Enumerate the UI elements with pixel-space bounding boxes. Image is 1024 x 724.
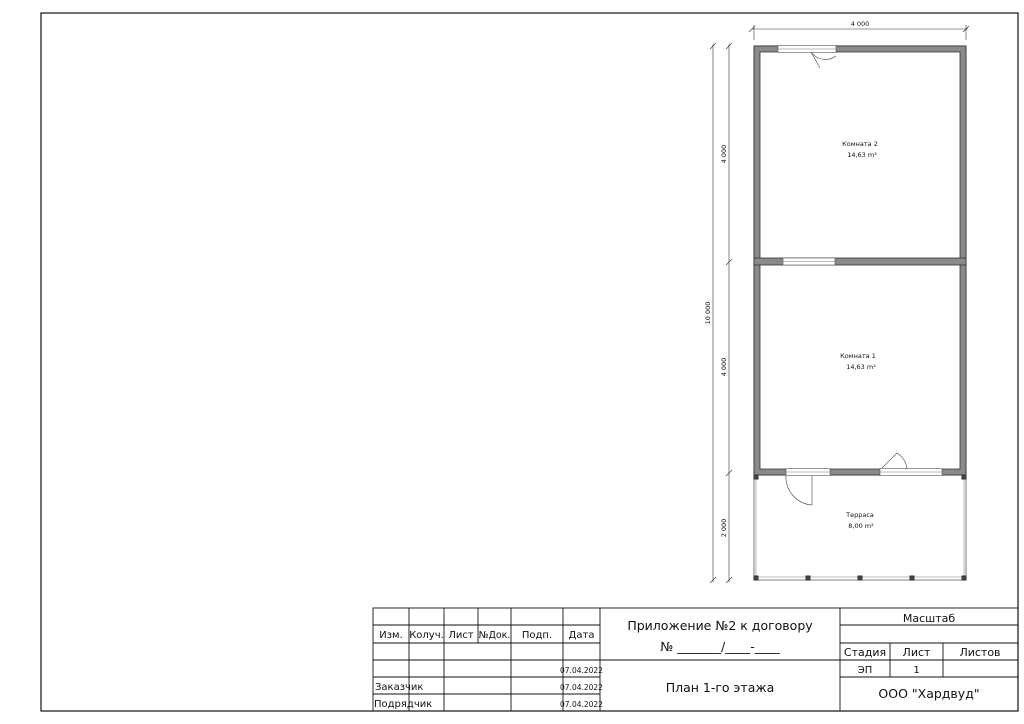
- header-list: Лист: [448, 630, 474, 641]
- sheet-label: Лист: [902, 646, 931, 659]
- sheets-label: Листов: [959, 646, 1001, 659]
- door-swing-terrace: [786, 476, 812, 505]
- terrace-post: [806, 576, 810, 580]
- room-area: 14,63 m²: [847, 151, 877, 159]
- room-name: Комната 2: [842, 140, 878, 148]
- header-data: Дата: [568, 630, 595, 641]
- header-ndok: №Док.: [478, 630, 511, 641]
- room-area: 8,00 m²: [848, 522, 874, 530]
- dim-room1-length: 4 000: [720, 357, 728, 377]
- stage-label: Стадия: [843, 646, 887, 659]
- sheet-value: 1: [913, 665, 920, 676]
- scale-label: Масштаб: [902, 612, 956, 625]
- document-title: Приложение №2 к договору: [627, 618, 813, 633]
- company-name: ООО "Хардвуд": [878, 686, 980, 701]
- terrace-post: [962, 576, 966, 580]
- document-number: № _______/____-____: [660, 639, 780, 654]
- room-name: Терраса: [846, 511, 874, 519]
- row-date: 07.04.2022: [560, 683, 603, 692]
- header-izm: Изм.: [379, 630, 403, 641]
- terrace-post: [910, 576, 914, 580]
- header-podp: Подп.: [521, 630, 553, 641]
- row-date: 07.04.2022: [560, 666, 603, 675]
- dim-terrace-length: 2 000: [720, 518, 728, 538]
- room-area: 14,63 m²: [846, 363, 876, 371]
- terrace-post: [858, 576, 862, 580]
- room-name: Комната 1: [840, 352, 876, 360]
- row-date: 07.04.2022: [560, 700, 603, 709]
- sheet-title: План 1-го этажа: [665, 680, 775, 695]
- dim-room2-length: 4 000: [720, 144, 728, 164]
- terrace-post: [754, 475, 758, 479]
- row-role: Заказчик: [375, 682, 424, 693]
- header-koluch: Колуч.: [409, 630, 444, 641]
- terrace-post: [962, 475, 966, 479]
- dim-overall-length: 10 000: [704, 301, 712, 325]
- dim-overall-width: 4 000: [850, 20, 870, 28]
- floor-plan: [754, 46, 966, 581]
- terrace-post: [754, 576, 758, 580]
- row-role: Подрядчик: [374, 699, 433, 710]
- stage-value: ЭП: [857, 665, 873, 676]
